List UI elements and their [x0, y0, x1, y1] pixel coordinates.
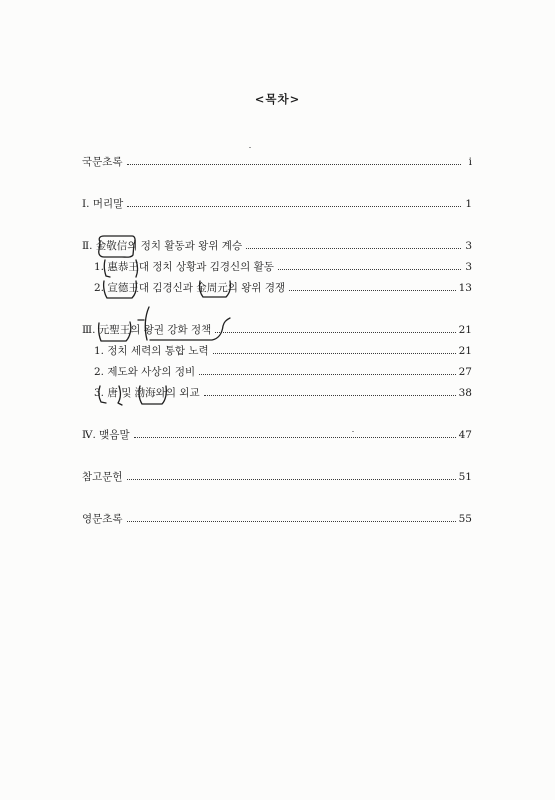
toc-page-number: 55: [458, 513, 472, 525]
toc-entry-section-3-2: [94, 363, 472, 379]
toc-label: 2. 宣德王대 김경신과 金周元의 왕위 경쟁: [94, 282, 286, 294]
toc-label: 2. 제도와 사상의 정비: [94, 366, 196, 378]
toc-entry-section-2-2: [94, 279, 472, 295]
toc-label: 영문초록: [82, 513, 123, 525]
dot-leader: [289, 290, 455, 291]
toc-page-number: 3: [465, 240, 472, 252]
toc-page-number: 1: [465, 198, 472, 210]
toc-entry-korean-abstract: [82, 153, 472, 169]
toc-entry-chapter-2: [82, 237, 472, 253]
toc-page-number: 47: [458, 429, 472, 441]
toc-label: Ⅳ. 맺음말: [82, 429, 130, 441]
toc-entry-chapter-4: [82, 426, 472, 442]
dot-leader: [246, 248, 461, 249]
toc-entry-chapter-1: [82, 195, 472, 211]
toc-page-number: 21: [458, 324, 472, 336]
dot-leader: [199, 374, 455, 375]
toc-entry-chapter-3: [82, 321, 472, 337]
toc-label: Ⅲ. 元聖王의 왕권 강화 정책: [82, 324, 212, 336]
toc-page-number: 51: [458, 471, 472, 483]
toc-page-number: 27: [458, 366, 472, 378]
toc-label: Ⅱ. 金敬信의 정치 활동과 왕위 계승: [82, 240, 243, 252]
toc-label: 참고문헌: [82, 471, 123, 483]
toc-label: 1. 정치 세력의 통합 노력: [94, 345, 209, 357]
toc-page-number: 13: [458, 282, 472, 294]
dot-leader: [213, 353, 456, 354]
dot-leader: [215, 332, 455, 333]
toc-label: 국문초록: [82, 156, 123, 168]
page-title: <목차>: [254, 92, 301, 106]
toc-label: 3. 唐 및 渤海와의 외교: [94, 387, 200, 399]
scan-speck: [249, 147, 251, 148]
toc-label: 1. 惠恭王대 정치 상황과 김경신의 활동: [94, 261, 274, 273]
dot-leader: [127, 206, 461, 207]
toc-label: Ⅰ. 머리말: [82, 198, 124, 210]
toc-entry-section-2-1: [94, 258, 472, 274]
dot-leader: [278, 269, 461, 270]
toc-entry-section-3-1: [94, 342, 472, 358]
dot-leader: [127, 479, 456, 480]
dot-leader: [127, 521, 456, 522]
scan-speck: [352, 431, 354, 432]
dot-leader: [204, 395, 456, 396]
dot-leader: [134, 437, 456, 438]
toc-page-number: 3: [465, 261, 472, 273]
toc-entry-english-abstract: [82, 510, 472, 526]
toc-page-number: i: [468, 156, 472, 168]
toc-page-number: 38: [458, 387, 472, 399]
toc-entry-references: [82, 468, 472, 484]
dot-leader: [127, 164, 461, 165]
toc-entry-section-3-3: [94, 384, 472, 400]
toc-page-number: 21: [458, 345, 472, 357]
